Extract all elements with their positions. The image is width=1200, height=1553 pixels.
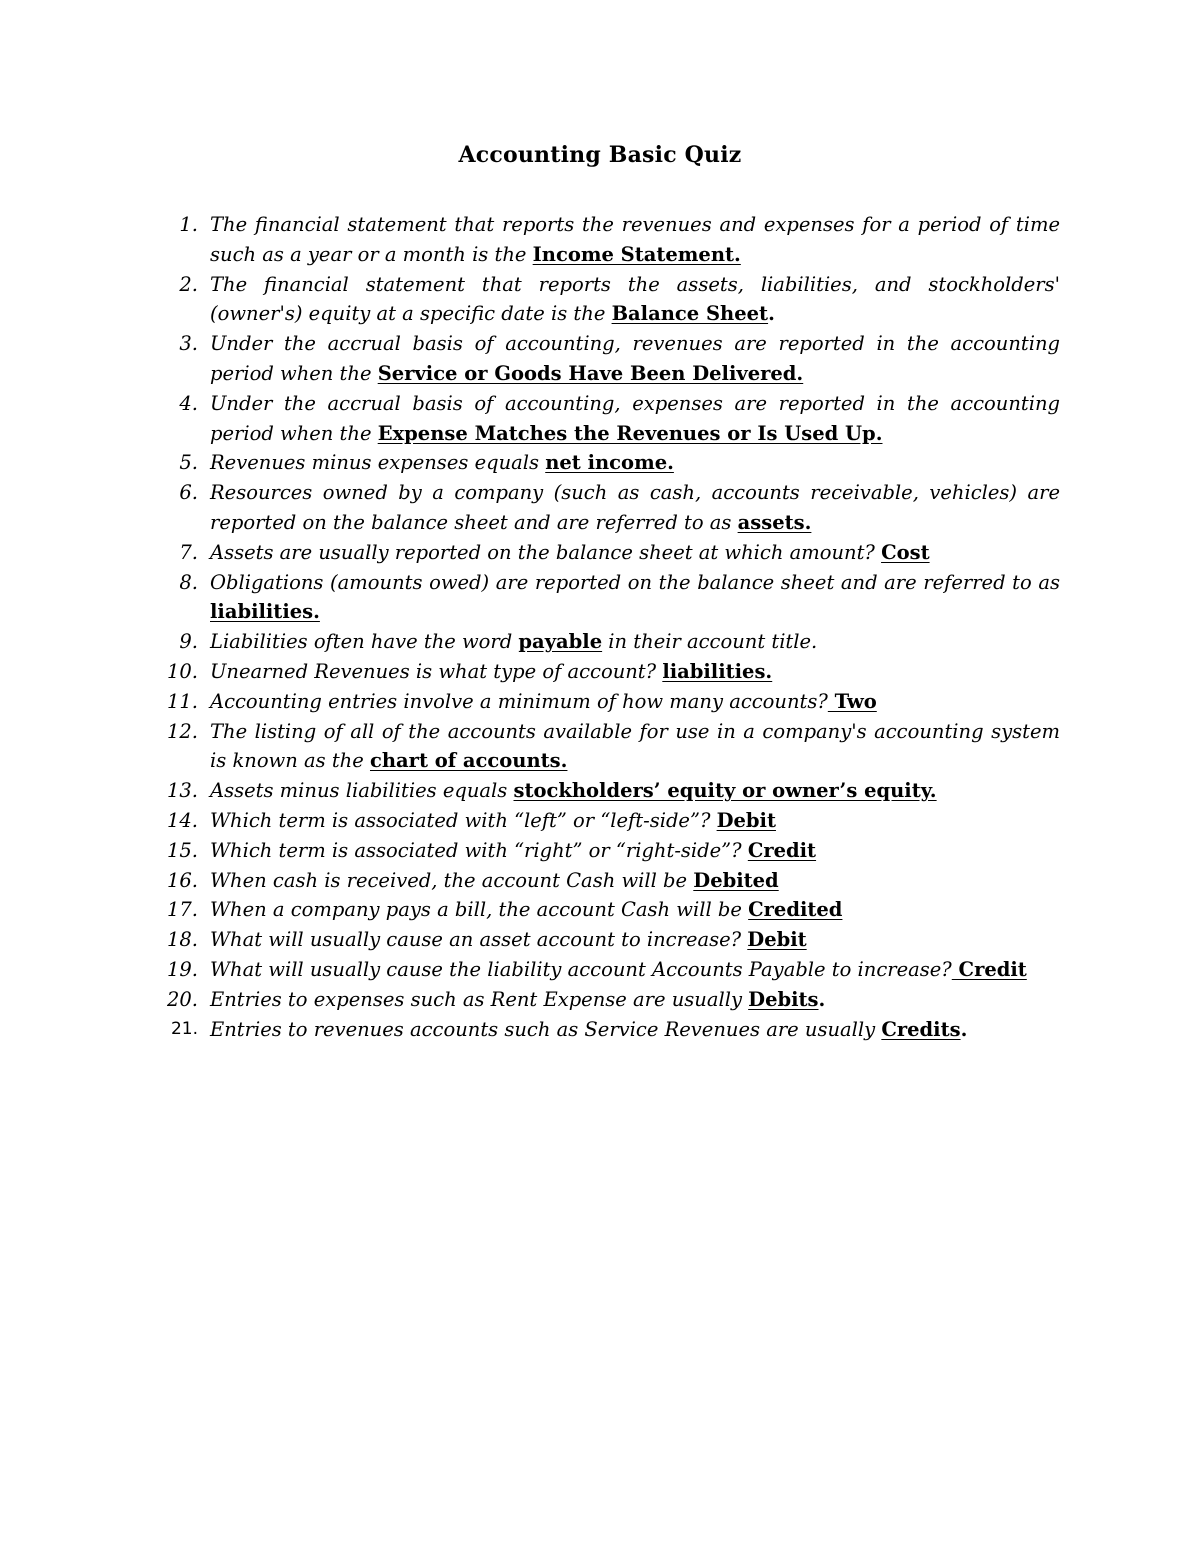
- answer-text: Two: [827, 689, 877, 713]
- item-number: 17.: [166, 898, 198, 922]
- item-number: 19.: [166, 957, 198, 981]
- item-number: 9.: [179, 630, 198, 654]
- quiz-item: [150, 568, 1060, 628]
- quiz-item: [150, 687, 1060, 717]
- item-number: 11.: [166, 689, 198, 713]
- answer-text: Service or Goods Have Been Delivered.: [377, 361, 804, 385]
- quiz-item: [150, 389, 1060, 449]
- item-number: 3.: [179, 332, 198, 356]
- quiz-item: [150, 448, 1060, 478]
- answer-text: Expense Matches the Revenues or Is Used Up.: [377, 421, 883, 445]
- quiz-item: [150, 210, 1060, 270]
- question-text: When cash is received, the account Cash will be: [210, 868, 694, 892]
- question-text: Assets minus liabilities equals: [210, 779, 514, 803]
- quiz-item: [150, 717, 1060, 777]
- answer-text: chart of accounts.: [369, 749, 568, 773]
- quiz-item: [150, 985, 1060, 1015]
- quiz-item: [150, 836, 1060, 866]
- quiz-item: [150, 478, 1060, 538]
- question-text: What will usually cause an asset account to increase?: [210, 928, 748, 952]
- answer-text: stockholders’ equity or owner’s equity.: [513, 779, 937, 803]
- quiz-item: [150, 1015, 1060, 1045]
- question-text: When a company pays a bill, the account Cash will be: [210, 898, 749, 922]
- question-text: Accounting entries involve a minimum of how many accounts?: [210, 689, 828, 713]
- item-number: 5.: [179, 451, 198, 475]
- answer-punctuation: .: [960, 1017, 968, 1041]
- question-text-after: in their account title.: [602, 630, 818, 654]
- question-text: Which term is associated with “left” or “left-side”?: [210, 808, 717, 832]
- quiz-item: [150, 776, 1060, 806]
- answer-punctuation: .: [768, 302, 775, 326]
- question-text: Resources owned by a company (such as cash, accounts receivable, vehicles) are reported on the balance sheet and are referred to as: [210, 481, 1060, 534]
- quiz-item: [150, 955, 1060, 985]
- answer-text: Credited: [748, 898, 843, 922]
- question-text: Under the accrual basis of accounting, revenues are reported in the accounting period when the: [210, 332, 1060, 385]
- answer-text: Debit: [716, 808, 776, 832]
- answer-text: Income Statement.: [532, 242, 741, 266]
- quiz-item: [150, 895, 1060, 925]
- quiz-item: [150, 538, 1060, 568]
- item-number: 21.: [170, 1018, 198, 1039]
- quiz-item: [150, 925, 1060, 955]
- item-number: 15.: [166, 838, 198, 862]
- question-text: Unearned Revenues is what type of account?: [210, 659, 663, 683]
- item-number: 7.: [179, 540, 198, 564]
- question-text: The listing of all of the accounts available for use in a company's accounting system is known as the: [210, 719, 1060, 773]
- item-number: 10.: [166, 659, 198, 683]
- question-text: Liabilities often have the word: [210, 630, 519, 654]
- item-number: 16.: [166, 868, 198, 892]
- question-text: Which term is associated with “right” or “right-side”?: [210, 838, 748, 862]
- question-text: Obligations (amounts owed) are reported on the balance sheet and are referred to as: [210, 570, 1060, 594]
- answer-text: Credit: [951, 957, 1027, 981]
- quiz-item: [150, 627, 1060, 657]
- answer-punctuation: .: [818, 987, 826, 1011]
- item-number: 6.: [179, 481, 198, 505]
- question-text: Entries to expenses such as Rent Expense are usually: [210, 987, 749, 1011]
- question-text: The financial statement that reports the assets, liabilities, and stockholders' (owner's) equity at a specific date is the: [210, 272, 1060, 326]
- question-text: Under the accrual basis of accounting, expenses are reported in the accounting period when the: [210, 391, 1060, 445]
- answer-text: Debited: [693, 868, 779, 892]
- question-text: The financial statement that reports the revenues and expenses for a period of time such as a year or a month is the: [210, 213, 1060, 266]
- quiz-item: [150, 866, 1060, 896]
- page-title: Accounting Basic Quiz: [458, 142, 742, 168]
- item-number: 13.: [166, 779, 198, 803]
- quiz-item: [150, 806, 1060, 836]
- quiz-item: [150, 329, 1060, 389]
- quiz-item: [150, 270, 1060, 330]
- question-text: What will usually cause the liability account Accounts Payable to increase?: [210, 957, 952, 981]
- item-number: 20.: [166, 987, 198, 1011]
- item-number: 18.: [166, 928, 198, 952]
- answer-text: Cost: [881, 540, 930, 564]
- answer-text: Debit: [747, 928, 807, 952]
- item-number: 1.: [179, 213, 198, 236]
- item-number: 8.: [179, 570, 198, 594]
- question-text: Entries to revenues accounts such as Service Revenues are usually: [210, 1017, 882, 1041]
- answer-text: assets.: [737, 510, 812, 534]
- answer-text: Credits: [881, 1017, 961, 1041]
- answer-text: liabilities.: [210, 600, 320, 624]
- answer-text: Debits: [748, 987, 819, 1011]
- item-number: 2.: [179, 272, 198, 296]
- answer-text: Credit: [747, 838, 817, 862]
- answer-text: net income.: [545, 451, 674, 475]
- item-number: 12.: [166, 719, 198, 743]
- answer-text: liabilities.: [662, 659, 773, 683]
- item-number: 14.: [166, 808, 198, 832]
- item-number: 4.: [179, 391, 198, 415]
- quiz-list: [150, 210, 1060, 1044]
- question-text: Revenues minus expenses equals: [210, 451, 546, 475]
- quiz-item: [150, 657, 1060, 687]
- answer-text: Balance Sheet: [611, 302, 769, 326]
- question-text: Assets are usually reported on the balance sheet at which amount?: [210, 540, 882, 564]
- answer-text: payable: [518, 630, 603, 654]
